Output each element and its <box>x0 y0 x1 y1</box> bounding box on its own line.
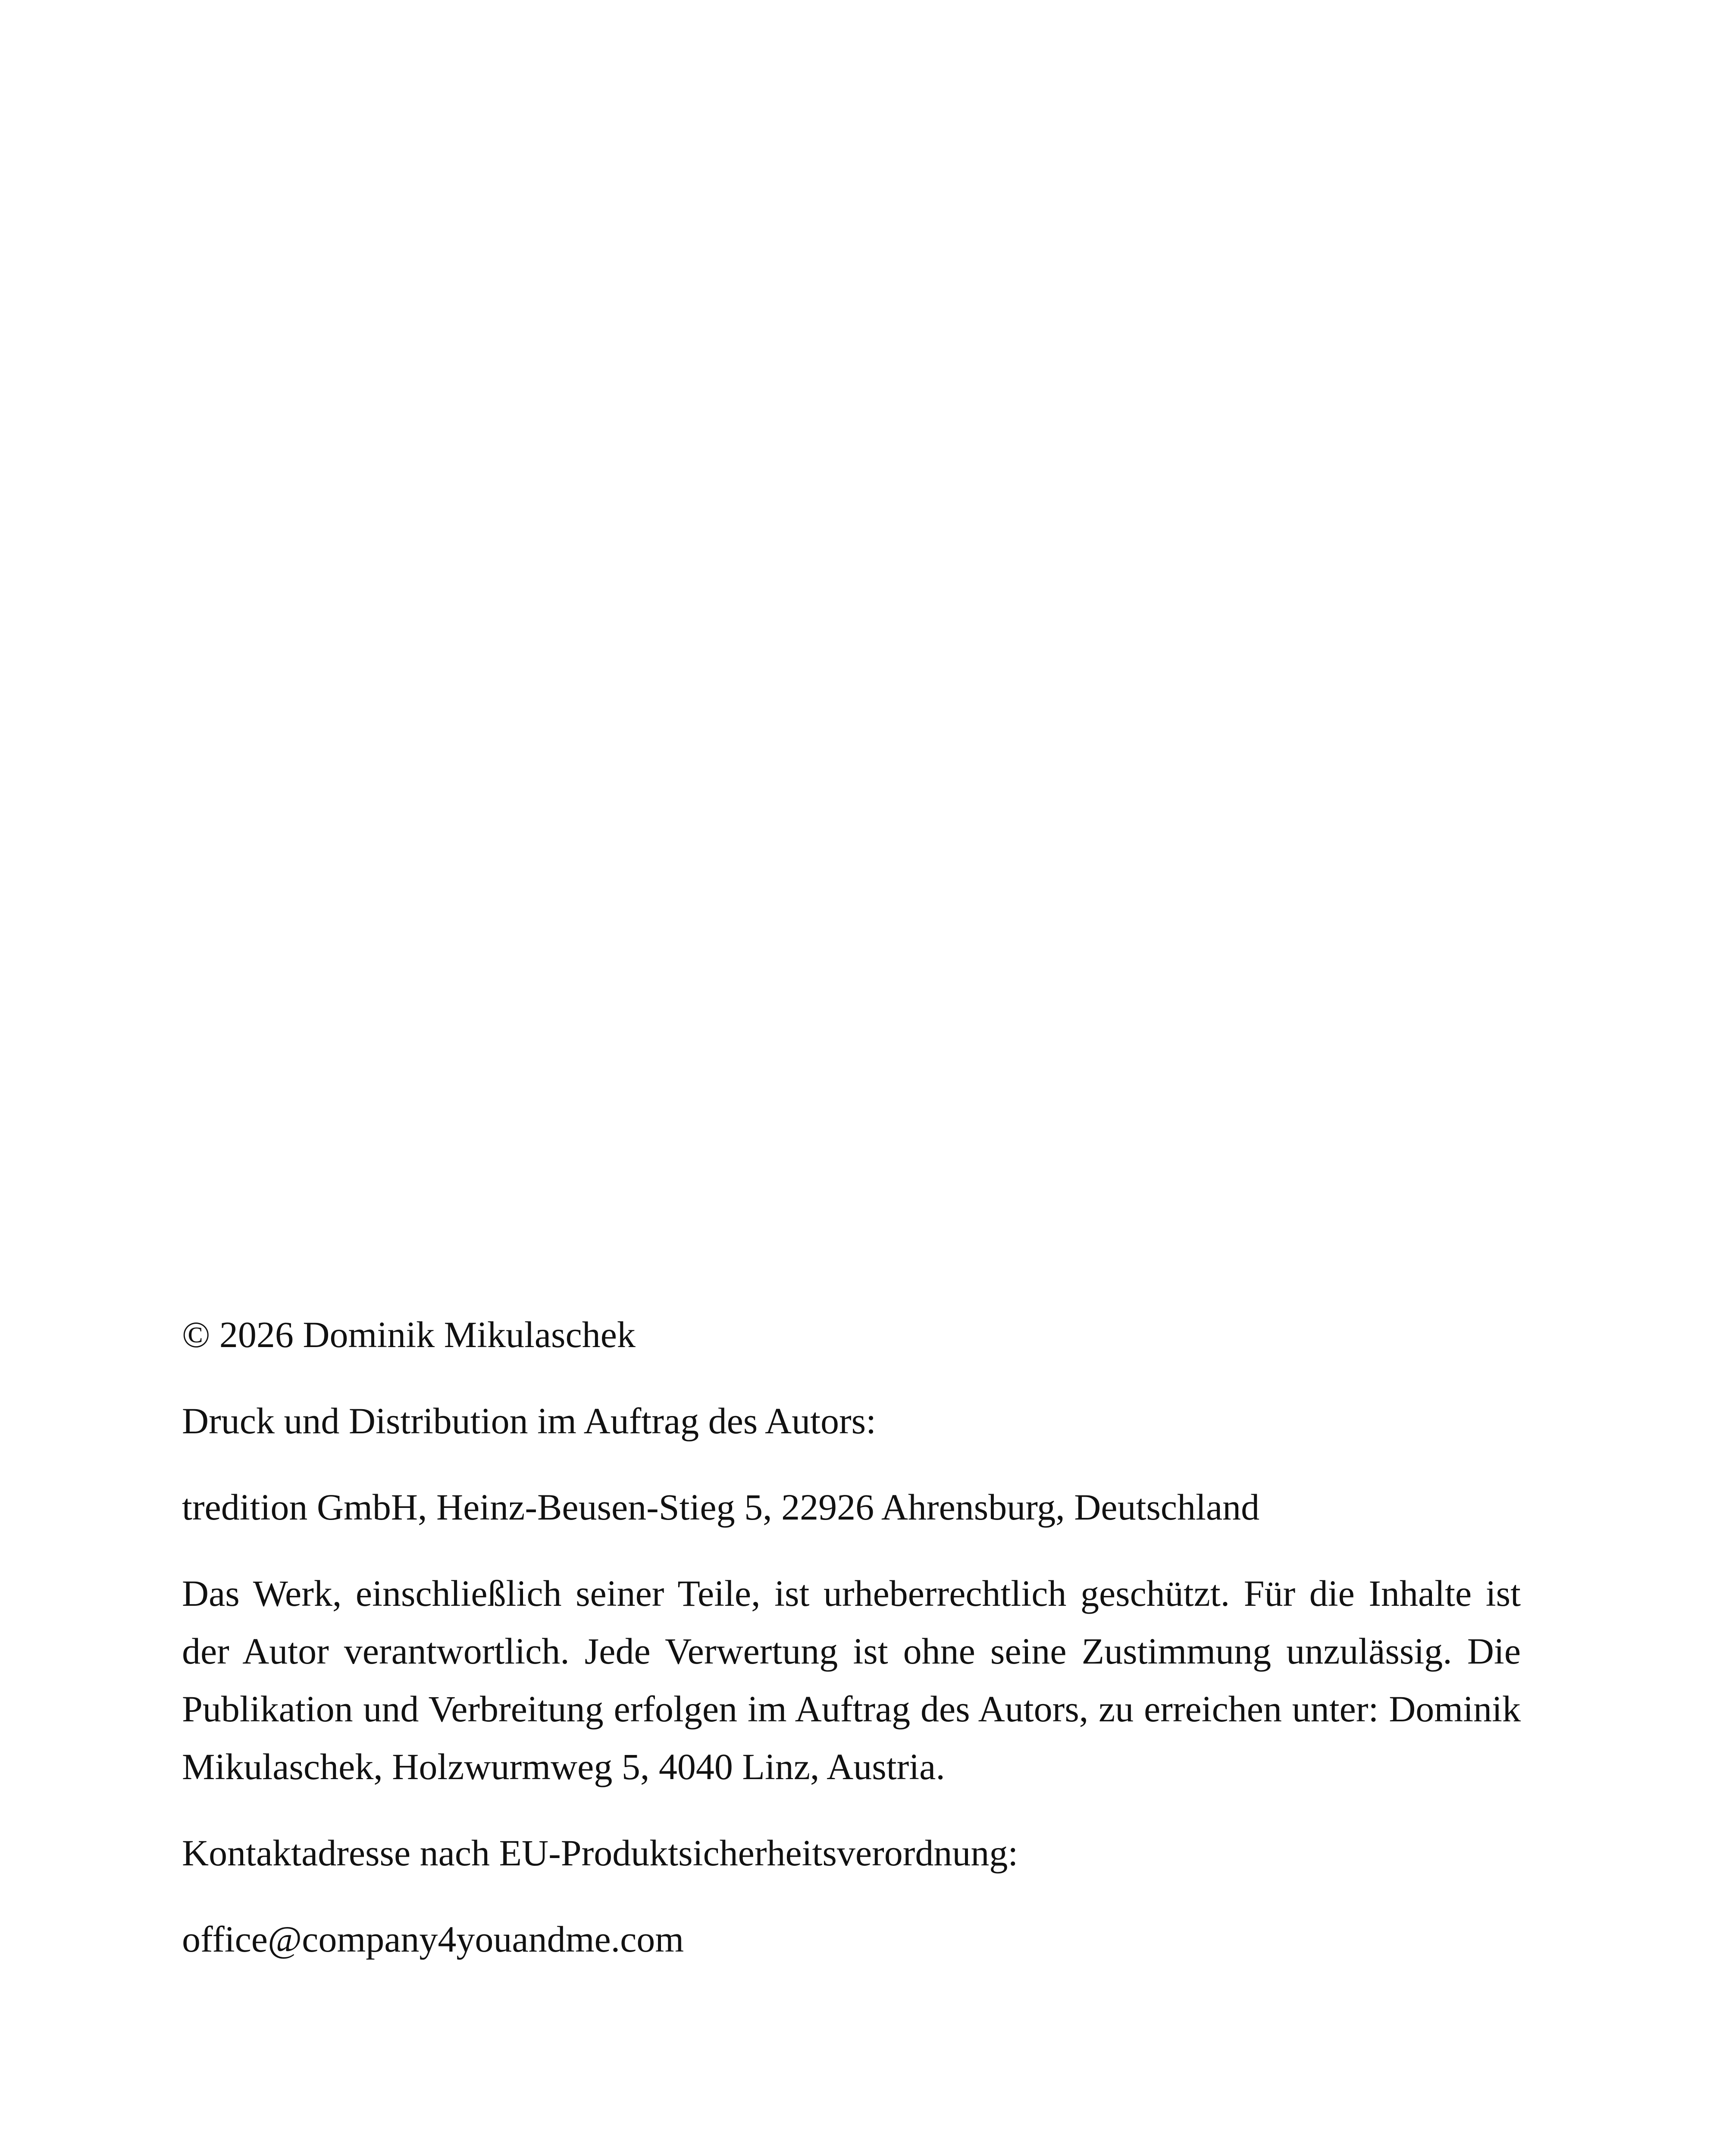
rights-statement: Das Werk, einschließlich seiner Teile, ist urheberrechtlich geschützt. Für die Inhalte ist der Autor verantwortlich. Jede Verwertung ist ohne seine Zustimmung unzulässig. Die Publikation und Verbreitung erfolgen im Auftrag des Autors, zu erreichen unter: Dominik Mikulaschek, Holzwurmweg 5, 4040 Linz, Austria. <box>182 1573 1521 1787</box>
contact-email: office@company4youandme.com <box>182 1918 684 1960</box>
print-distribution-heading: Druck und Distribution im Auftrag des Autors: <box>182 1400 876 1442</box>
copyright-line: © 2026 Dominik Mikulaschek <box>182 1314 636 1355</box>
publisher-address: tredition GmbH, Heinz-Beusen-Stieg 5, 22926 Ahrensburg, Deutschland <box>182 1486 1260 1528</box>
imprint-block <box>182 1306 1521 1996</box>
contact-heading: Kontaktadresse nach EU-Produktsicherheitsverordnung: <box>182 1832 1018 1874</box>
